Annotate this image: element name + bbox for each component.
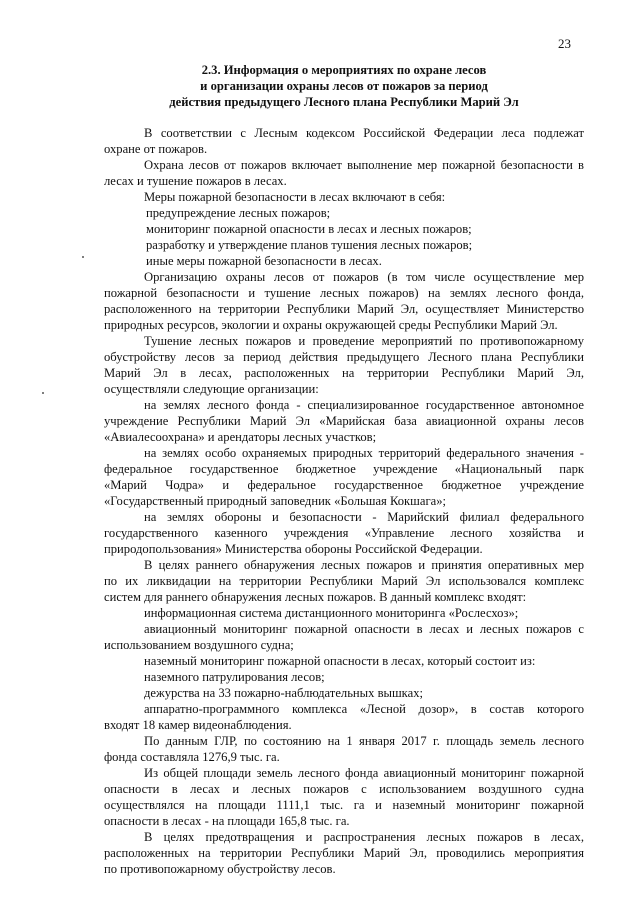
body-line: информационная система дистанционного мониторинга «Рослесхоз»; (144, 606, 519, 620)
body-line: осуществляли следующие организации: (104, 382, 319, 396)
body-line: авиационный мониторинг пожарной опасности в лесах и лесных пожаров с (144, 622, 584, 636)
body-line: «Марий Чодра» и федеральное государственное бюджетное учреждение (104, 478, 584, 492)
body-line: В целях раннего обнаружения лесных пожаров и принятия оперативных мер (144, 558, 584, 572)
scan-speck (42, 392, 44, 394)
scan-speck (82, 256, 84, 258)
body-line: государственного казенного учреждения «Управление лесного хозяйства и (104, 526, 584, 540)
body-line: аппаратно-программного комплекса «Лесной дозор», в состав которого (144, 702, 584, 716)
body-line: Марий Эл в лесах, расположенных на территории Республики Марий Эл, (104, 366, 584, 380)
body-line: По данным ГЛР, по состоянию на 1 января 2017 г. площадь земель лесного (144, 734, 584, 748)
body-line: использованием воздушного судна; (104, 638, 294, 652)
body-line: наземного патрулирования лесов; (144, 670, 325, 684)
section-heading-line-1: 2.3. Информация о мероприятиях по охране лесов (201, 63, 487, 77)
body-line: охране от пожаров. (104, 142, 208, 156)
body-line: наземный мониторинг пожарной опасности в лесах, который состоит из: (144, 654, 536, 668)
body-line: «Авиалесоохрана» и арендаторы лесных участков; (104, 430, 377, 444)
body-line: лесах и тушение пожаров в лесах. (104, 174, 287, 188)
body-line: природных ресурсов, экологии и охраны окружающей среды Республики Марий Эл. (104, 318, 558, 332)
body-line: опасности в лесах - на площади 165,8 тыс. га. (104, 814, 350, 828)
body-line: на землях лесного фонда - специализированное государственное автономное (144, 398, 584, 412)
body-line: Из общей площади земель лесного фонда авиационный мониторинг пожарной (144, 766, 584, 780)
body-line: природопользования» Министерства обороны Российской Федерации. (104, 542, 483, 556)
body-line: расположенного на территории Республики Марий Эл, осуществляет Министерство (104, 302, 584, 316)
body-line: дежурства на 33 пожарно-наблюдательных вышках; (144, 686, 423, 700)
body-line: по их ликвидации на территории Республики Марий Эл использовался комплекс (104, 574, 584, 588)
body-line: федеральное государственное бюджетное учреждение «Национальный парк (104, 462, 584, 476)
page-number: 23 (558, 36, 571, 51)
body-line: систем для раннего обнаружения лесных пожаров. В данный комплекс входят: (104, 590, 527, 604)
body-line: пожарной безопасности и тушение лесных пожаров) на землях лесного фонда, (104, 286, 584, 300)
body-line: обустройству лесов за период действия предыдущего Лесного плана Республики (104, 350, 584, 364)
body-line: расположенных на территории Республики Марий Эл, проводились мероприятия (104, 846, 584, 860)
body-line: Тушение лесных пожаров и проведение мероприятий по противопожарному (144, 334, 584, 348)
body-line: фонда составляла 1276,9 тыс. га. (104, 750, 280, 764)
body-line: на землях особо охраняемых природных территорий федерального значения - (144, 446, 584, 460)
section-heading-line-2: и организации охраны лесов от пожаров за период (200, 79, 488, 93)
body-line: В соответствии с Лесным кодексом Российской Федерации леса подлежат (144, 126, 584, 140)
list-item: предупреждение лесных пожаров; (146, 206, 331, 220)
body-line: опасности в лесах и лесных пожаров с использованием воздушного судна (104, 782, 584, 796)
body-line: входят 18 камер видеонаблюдения. (104, 718, 292, 732)
body-line: В целях предотвращения и распространения лесных пожаров в лесах, (144, 830, 584, 844)
body-line: Охрана лесов от пожаров включает выполнение мер пожарной безопасности в (144, 158, 584, 172)
list-item: разработку и утверждение планов тушения лесных пожаров; (146, 238, 473, 252)
section-heading-line-3: действия предыдущего Лесного плана Республики Марий Эл (169, 95, 519, 109)
body-line: на землях обороны и безопасности - Марийский филиал федерального (144, 510, 584, 524)
body-line: осуществлялся на площади 1111,1 тыс. га и наземный мониторинг пожарной (104, 798, 584, 812)
body-line: Организацию охраны лесов от пожаров (в том числе осуществление мер (144, 270, 584, 284)
list-item: мониторинг пожарной опасности в лесах и лесных пожаров; (146, 222, 472, 236)
list-item: иные меры пожарной безопасности в лесах. (146, 254, 382, 268)
body-line: Меры пожарной безопасности в лесах включают в себя: (144, 190, 446, 204)
body-line: учреждение Республики Марий Эл «Марийская база авиационной охраны лесов (104, 414, 584, 428)
body-line: по противопожарному обустройству лесов. (104, 862, 336, 876)
body-line: «Государственный природный заповедник «Большая Кокшага»; (104, 494, 447, 508)
